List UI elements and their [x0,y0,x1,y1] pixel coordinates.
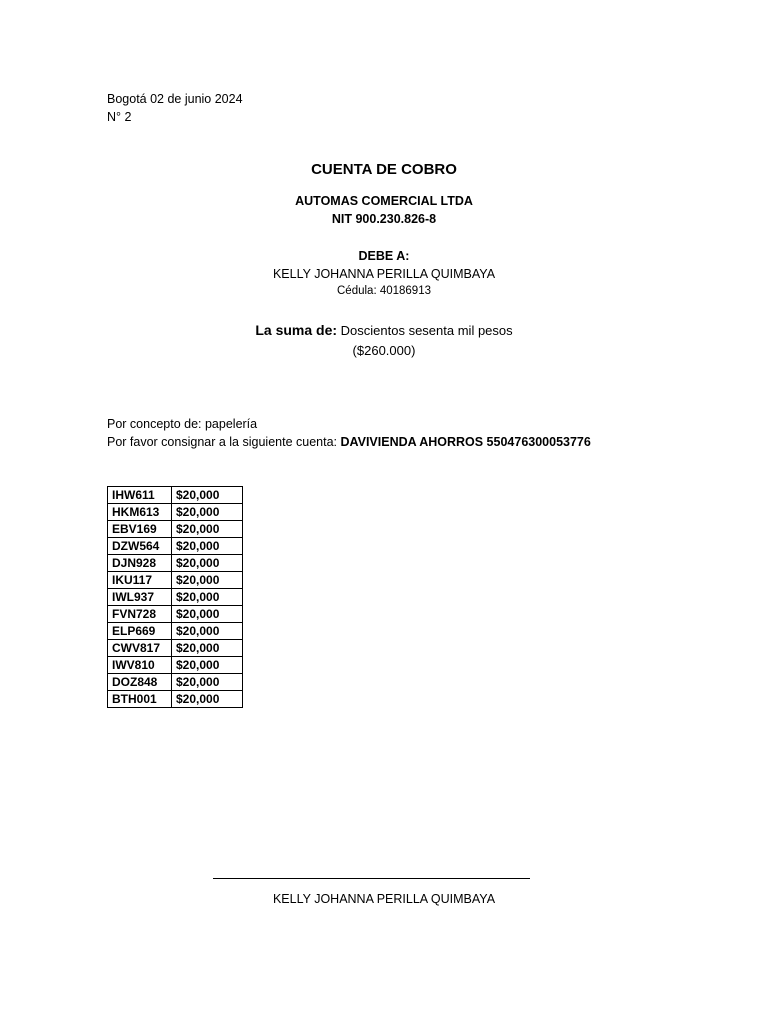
table-row [108,623,243,640]
amount-cell: $20,000 [172,640,243,657]
table-row [108,487,243,504]
plate-cell: DJN928 [108,555,172,572]
table-row [108,691,243,708]
payment-line [107,434,591,451]
amount-cell: $20,000 [172,623,243,640]
debe-a-label: DEBE A: [358,249,410,263]
concept-line: Por concepto de: papelería [107,417,258,431]
signature-name: KELLY JOHANNA PERILLA QUIMBAYA [272,892,496,906]
amount-cell: $20,000 [172,555,243,572]
plates-table [107,486,243,708]
amount-cell: $20,000 [172,538,243,555]
amount-cell: $20,000 [172,606,243,623]
plate-cell: DOZ848 [108,674,172,691]
plate-cell: CWV817 [108,640,172,657]
bank-account: DAVIVIENDA AHORROS 550476300053776 [340,435,591,449]
table-row [108,504,243,521]
amount-cell: $20,000 [172,487,243,504]
table-row [108,521,243,538]
document-number: N° 2 [107,110,132,124]
table-row [108,640,243,657]
company-nit: NIT 900.230.826-8 [331,212,437,226]
table-row [108,572,243,589]
plate-cell: BTH001 [108,691,172,708]
plate-cell: FVN728 [108,606,172,623]
plate-cell: DZW564 [108,538,172,555]
creditor-id: Cédula: 40186913 [337,285,431,297]
amount-figure: ($260.000) [352,343,416,358]
amount-cell: $20,000 [172,657,243,674]
creditor-name: KELLY JOHANNA PERILLA QUIMBAYA [272,267,496,281]
amount-words: Doscientos sesenta mil pesos [337,323,513,338]
table-row [108,538,243,555]
plate-cell: IWV810 [108,657,172,674]
payment-prefix: Por favor consignar a la siguiente cuenta: [107,435,341,449]
table-row [108,555,243,572]
plate-cell: EBV169 [108,521,172,538]
plates-table-body [108,487,243,708]
amount-cell: $20,000 [172,691,243,708]
plate-cell: IWL937 [108,589,172,606]
table-row [108,606,243,623]
amount-cell: $20,000 [172,521,243,538]
amount-cell: $20,000 [172,589,243,606]
amount-cell: $20,000 [172,504,243,521]
amount-cell: $20,000 [172,674,243,691]
table-row [108,657,243,674]
amount-cell: $20,000 [172,572,243,589]
table-row [108,674,243,691]
amount-label: La suma de: [255,322,338,338]
signature-line [213,878,530,879]
company-name: AUTOMAS COMERCIAL LTDA [295,194,473,208]
plate-cell: ELP669 [108,623,172,640]
plate-cell: IHW611 [108,487,172,504]
amount-line [0,320,768,341]
plate-cell: HKM613 [108,504,172,521]
table-row [108,589,243,606]
plate-cell: IKU117 [108,572,172,589]
document-title: CUENTA DE COBRO [311,161,457,178]
place-date: Bogotá 02 de junio 2024 [107,92,243,106]
